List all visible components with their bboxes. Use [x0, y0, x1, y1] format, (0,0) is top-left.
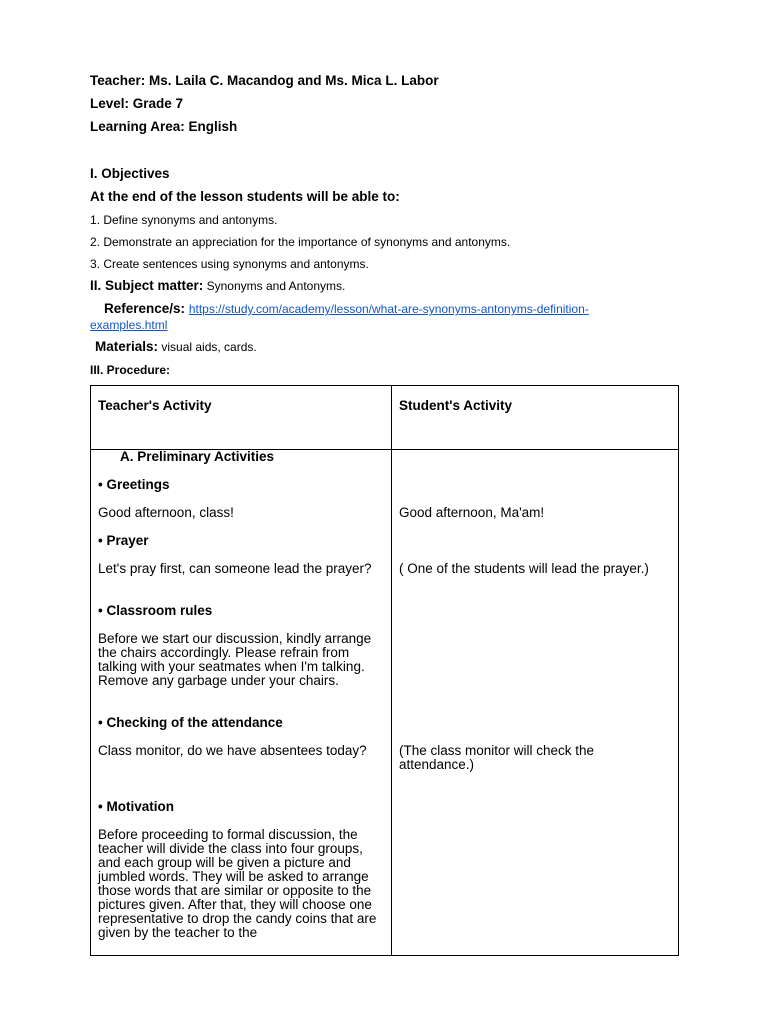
- procedure-table: [90, 385, 679, 956]
- procedure-heading: III. Procedure:: [90, 363, 171, 377]
- teacher-activity-header: Teacher's Activity: [91, 386, 392, 450]
- classroom-rules-text: Before we start our discussion, kindly arrange the chairs accordingly. Please refrain from talking with your seatmates when I'm talking. Remove any garbage under your chairs.: [98, 631, 372, 688]
- prayer-teacher-text: Let's pray first, can someone lead the prayer?: [98, 561, 372, 576]
- greetings-student-text: Good afternoon, Ma'am!: [399, 505, 545, 520]
- objective-item-1: 1. Define synonyms and antonyms.: [90, 213, 278, 227]
- reference-link-continued: [90, 317, 167, 333]
- teacher-activity-cell: [91, 450, 392, 956]
- procedure-table-body-row: [91, 450, 679, 956]
- reference-label: Reference/s:: [104, 301, 186, 316]
- learning-area-line: Learning Area: English: [90, 119, 238, 134]
- reference-link-part-2[interactable]: examples.html: [90, 318, 168, 332]
- attendance-teacher-text: Class monitor, do we have absentees today?: [98, 743, 367, 758]
- procedure-table-header-row: [91, 386, 679, 450]
- reference-link-part-1[interactable]: https://study.com/academy/lesson/what-are-synonyms-antonyms-definition-: [188, 302, 589, 316]
- motivation-label: • Motivation: [98, 799, 174, 814]
- prayer-label: • Prayer: [98, 533, 149, 548]
- objectives-heading: I. Objectives: [90, 166, 170, 181]
- subject-matter-value: Synonyms and Antonyms.: [203, 279, 346, 293]
- subject-matter-line: [90, 278, 345, 294]
- subject-matter-label: II. Subject matter:: [90, 278, 204, 293]
- attendance-label: • Checking of the attendance: [98, 715, 283, 730]
- student-activity-cell: [392, 450, 679, 956]
- classroom-rules-label: • Classroom rules: [98, 603, 213, 618]
- section-a-heading: A. Preliminary Activities: [120, 449, 275, 464]
- student-activity-header: Student's Activity: [392, 386, 679, 450]
- level-line: Level: Grade 7: [90, 96, 184, 111]
- materials-line: [95, 339, 257, 355]
- objective-item-2: 2. Demonstrate an appreciation for the importance of synonyms and antonyms.: [90, 235, 511, 249]
- objectives-intro: At the end of the lesson students will be able to:: [90, 189, 400, 204]
- teacher-line: Teacher: Ms. Laila C. Macandog and Ms. Mica L. Labor: [90, 73, 439, 88]
- objective-item-3: 3. Create sentences using synonyms and antonyms.: [90, 257, 369, 271]
- prayer-student-text: ( One of the students will lead the prayer.): [399, 561, 649, 576]
- materials-value: visual aids, cards.: [158, 340, 257, 354]
- attendance-student-text: (The class monitor will check the attendance.): [399, 743, 595, 772]
- reference-line: [104, 301, 589, 317]
- motivation-teacher-text: Before proceeding to formal discussion, the teacher will divide the class into four groups, and each group will be given a picture and jumbled words. They will be asked to arrange those words that are similar or opposite to the pictures given. After that, they will choose one representative to drop the candy coins that are given by the teacher to the: [98, 827, 377, 940]
- greetings-teacher-text: Good afternoon, class!: [98, 505, 234, 520]
- materials-label: Materials:: [95, 339, 159, 354]
- greetings-label: • Greetings: [98, 477, 170, 492]
